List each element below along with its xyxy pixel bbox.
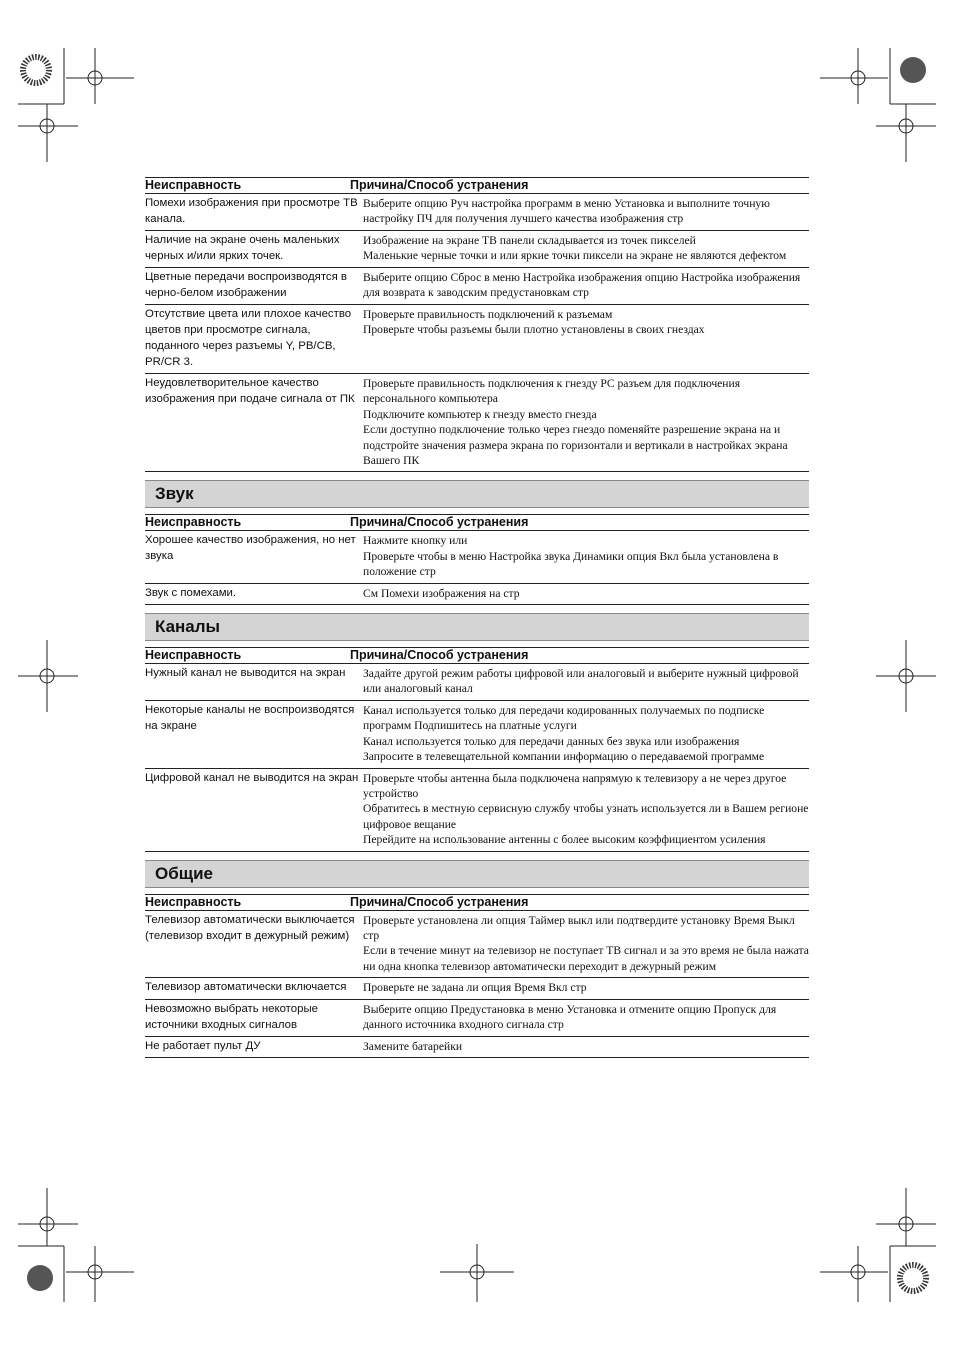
picture-table: [145, 194, 809, 472]
solution-line: Проверьте чтобы антенна была подключена напрямую к телевизору а не через другое устройство: [363, 771, 787, 800]
solution-line: Канал используется только для передачи данных без звука или изображения: [363, 734, 740, 748]
table-row: [145, 305, 809, 374]
header-problem: Неисправность: [145, 894, 242, 909]
channel-table: [145, 664, 809, 851]
solution-cell: [363, 1001, 809, 1033]
solution-cell: [363, 532, 809, 579]
solution-cell: [363, 912, 809, 975]
general-table: [145, 911, 809, 1058]
solution-line: Запросите в телевещательной компании информацию о передаваемой программе: [363, 750, 765, 764]
solution-line: Проверьте правильность подключений к разъемам: [363, 308, 613, 321]
sound-table: [145, 531, 809, 605]
solution-line: Выберите опцию Руч настройка программ в меню Установка и выполните точную настройку ПЧ для получения лучшего качества изображения стр: [363, 197, 770, 226]
problem-cell: Невозможно выбрать некоторые источники входных сигналов: [145, 1002, 318, 1031]
table-row: [145, 1000, 809, 1037]
solution-line: Перейдите на использование антенны с более высоким коэффициентом усиления: [363, 833, 766, 847]
solution-line: Выберите опцию Сброс в меню Настройка изображения опцию Настройка изображения для возврата к заводским предустановкам стр: [363, 271, 801, 300]
table-row: [145, 664, 809, 701]
table-row: [145, 1037, 809, 1058]
solution-cell: [363, 585, 809, 601]
table-row: [145, 231, 809, 268]
problem-cell: Не работает пульт ДУ: [145, 1039, 261, 1052]
header-solution: Причина/Способ устранения: [350, 894, 529, 909]
problem-cell: Звук с помехами.: [145, 586, 237, 599]
solution-cell: [363, 306, 809, 370]
solution-cell: [363, 665, 809, 697]
problem-cell: Хорошее качество изображения, но нет звука: [145, 534, 356, 563]
problem-cell: Некоторые каналы не воспроизводятся на экране: [145, 703, 355, 732]
solution-line: Если в течение минут на телевизор не поступает ТВ сигнал и за это время не была нажата ни одна кнопка телевизор автоматически переходит в дежурный режим: [363, 944, 809, 973]
header-problem: Неисправность: [145, 178, 242, 192]
problem-cell: Цветные передачи воспроизводятся в черно-белом изображении: [145, 271, 347, 299]
table-row: [145, 374, 809, 472]
table-row: [145, 911, 809, 979]
solution-cell: [363, 702, 809, 765]
table-header: [145, 647, 809, 664]
problem-cell: Цифровой канал не выводится на экран: [145, 771, 359, 784]
solution-line: Проверьте правильность подключения к гнезду PC разъем для подключения персонального компьютера: [363, 377, 741, 406]
problem-cell: Телевизор автоматически выключается (телевизор входит в дежурный режим): [145, 913, 355, 942]
table-row: [145, 701, 809, 769]
table-row: [145, 978, 809, 999]
table-header: [145, 894, 809, 911]
solution-cell: [363, 375, 809, 468]
header-problem: Неисправность: [145, 648, 242, 663]
table-header: [145, 514, 809, 531]
solution-line: Канал используется только для передачи кодированных получаемых по подписке программ Подпишитесь на платные услуги: [363, 703, 765, 733]
problem-cell: Телевизор автоматически включается: [145, 981, 347, 994]
solution-line: Проверьте чтобы в меню Настройка звука Динамики опция Вкл была установлена в положение стр: [363, 549, 779, 579]
solution-cell: [363, 1038, 809, 1054]
problem-cell: Нужный канал не выводится на экран: [145, 667, 346, 680]
table-row: [145, 268, 809, 305]
problem-cell: Наличие на экране очень маленьких черных и/или ярких точек.: [145, 234, 340, 262]
solution-line: Нажмите кнопку или: [363, 534, 468, 548]
solution-cell: [363, 770, 809, 848]
solution-line: Проверьте чтобы разъемы были плотно установлены в своих гнездах: [363, 323, 705, 337]
table-row: [145, 769, 809, 852]
solution-line: Выберите опцию Предустановка в меню Установка и отмените опцию Пропуск для данного источника входного сигнала стр: [363, 1002, 777, 1031]
section-channels: Каналы: [145, 613, 809, 641]
header-solution: Причина/Способ устранения: [350, 515, 529, 530]
solution-line: Задайте другой режим работы цифровой или аналоговый и выберите нужный цифровой или аналоговый канал: [363, 667, 799, 696]
header-solution: Причина/Способ устранения: [350, 178, 529, 192]
problem-cell: Неудовлетворительное качество изображения при подаче сигнала от ПК: [145, 377, 355, 405]
solution-line: Подключите компьютер к гнезду вместо гнезда: [363, 407, 597, 421]
header-problem: Неисправность: [145, 515, 242, 530]
section-sound: Звук: [145, 480, 809, 508]
table-row: [145, 584, 809, 605]
solution-line: Проверьте не задана ли опция Время Вкл стр: [363, 981, 587, 995]
section-general: Общие: [145, 860, 809, 888]
table-header: [145, 177, 809, 194]
solution-line: Маленькие черные точки и или яркие точки пиксели на экране не являются дефектом: [363, 249, 787, 263]
solution-line: Замените батарейки: [363, 1039, 463, 1053]
solution-cell: [363, 232, 809, 264]
solution-line: Если доступно подключение только через гнездо поменяйте разрешение экрана на и подстройте значения размера экрана по горизонтали и вертикали в настройках экрана Вашего ПК: [363, 423, 788, 468]
solution-line: См Помехи изображения на стр: [363, 586, 520, 600]
solution-line: Изображение на экране ТВ панели складывается из точек пикселей: [363, 234, 696, 247]
solution-line: Обратитесь в местную сервисную службу чтобы узнать используется ли в Вашем регионе цифровое вещание: [363, 802, 809, 831]
table-row: [145, 531, 809, 583]
troubleshooting-page: [145, 175, 809, 1058]
solution-line: Проверьте установлена ли опция Таймер выкл или подтвердите установку Время Выкл стр: [363, 913, 795, 942]
solution-cell: [363, 269, 809, 301]
problem-cell: Отсутствие цвета или плохое качество цветов при просмотре сигнала, поданного через разъемы Y, PB/CB, PR/CR 3.: [145, 308, 352, 368]
solution-cell: [363, 979, 809, 995]
header-solution: Причина/Способ устранения: [350, 648, 529, 663]
solution-cell: [363, 195, 809, 227]
problem-cell: Помехи изображения при просмотре ТВ канала.: [145, 197, 358, 225]
table-row: [145, 194, 809, 231]
